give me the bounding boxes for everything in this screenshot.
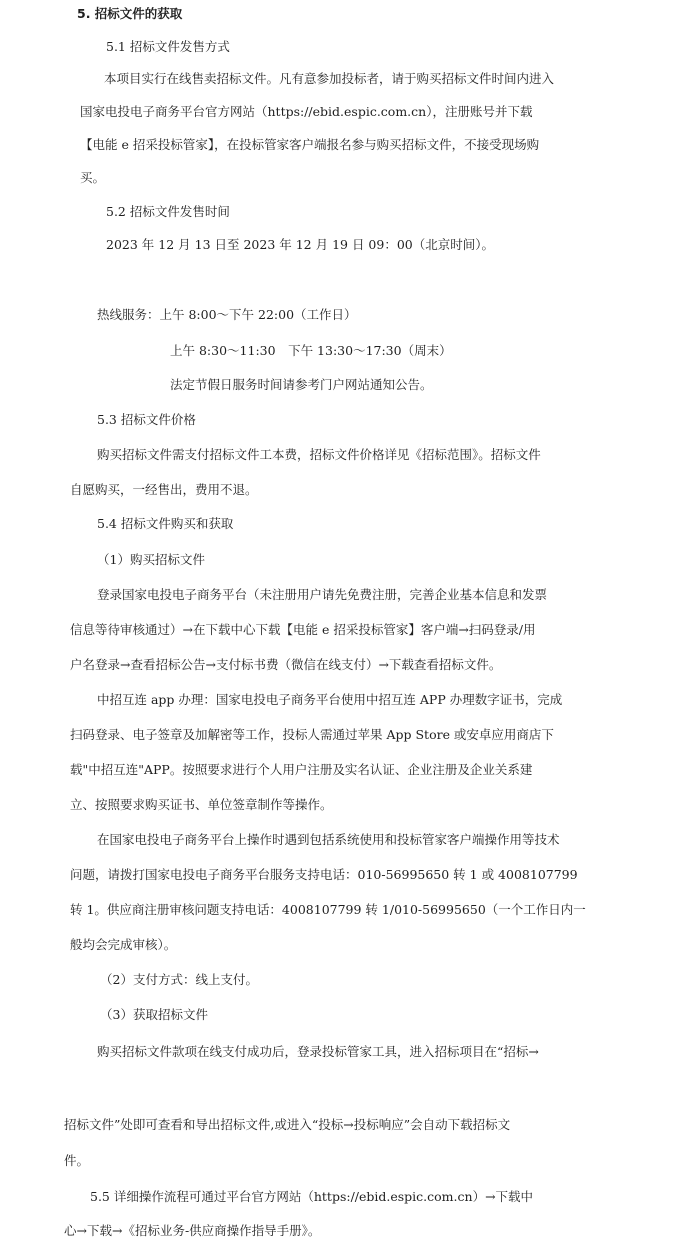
paragraph-line: 信息等待审核通过）→在下载中心下载【电能 e 招采投标管家】客户端→扫码登录/用 <box>70 622 536 637</box>
paragraph-line: 招标文件”处即可查看和导出招标文件,或进入“投标→投标响应”会自动下载招标文 <box>64 1117 511 1132</box>
paragraph-line: 买。 <box>80 170 106 185</box>
paragraph-line: 【电能 e 招采投标管家】，在投标管家客户端报名参与购买招标文件，不接受现场购 <box>80 137 540 152</box>
paragraph-line: 立、按照要求购买证书、单位签章制作等操作。 <box>70 797 333 812</box>
item-1-title: （1）购买招标文件 <box>97 552 205 567</box>
paragraph-line: 购买招标文件需支付招标文件工本费，招标文件价格详见《招标范围》。招标文件 <box>97 447 541 462</box>
paragraph-line: 国家电投电子商务平台官方网站（https://ebid.espic.com.cn），注册账号并下载 <box>80 104 533 119</box>
section-heading: 5. 招标文件的获取 <box>77 6 183 21</box>
subsection-5-1-title: 5.1 招标文件发售方式 <box>106 39 230 54</box>
subsection-5-5-line: 5.5 详细操作流程可通过平台官方网站（https://ebid.espic.com.cn）→下载中 <box>90 1189 534 1204</box>
paragraph-line: 自愿购买，一经售出，费用不退。 <box>70 482 258 497</box>
hotline-weekday: 热线服务：上午 8:00～下午 22:00（工作日） <box>97 307 357 322</box>
sale-time: 2023 年 12 月 13 日至 2023 年 12 月 19 日 09：00（北京时间）。 <box>106 237 494 252</box>
paragraph-line: 转 1。供应商注册审核问题支持电话：4008107799 转 1/010-56995650（一个工作日内一 <box>70 902 586 917</box>
paragraph-line: 扫码登录、电子签章及加解密等工作，投标人需通过苹果 App Store 或安卓应用商店下 <box>70 727 554 742</box>
item-3-title: （3）获取招标文件 <box>100 1007 208 1022</box>
paragraph-line: 载"中招互连"APP。按照要求进行个人用户注册及实名认证、企业注册及企业关系建 <box>70 762 533 777</box>
item-2-payment: （2）支付方式：线上支付。 <box>100 972 258 987</box>
subsection-5-4-title: 5.4 招标文件购买和获取 <box>97 516 234 531</box>
hotline-holiday: 法定节假日服务时间请参考门户网站通知公告。 <box>170 377 433 392</box>
subsection-5-5-line: 心→下载→《招标业务-供应商操作指导手册》。 <box>64 1223 321 1238</box>
paragraph-line: 登录国家电投电子商务平台（未注册用户请先免费注册，完善企业基本信息和发票 <box>97 587 548 602</box>
paragraph-line: 在国家电投电子商务平台上操作时遇到包括系统使用和投标管家客户端操作用等技术 <box>97 832 560 847</box>
subsection-5-3-title: 5.3 招标文件价格 <box>97 412 196 427</box>
paragraph-line: 件。 <box>64 1153 90 1168</box>
paragraph-line: 户名登录→查看招标公告→支付标书费（微信在线支付）→下载查看招标文件。 <box>70 657 502 672</box>
paragraph-line: 般均会完成审核）。 <box>70 937 177 952</box>
paragraph-line: 问题，请拨打国家电投电子商务平台服务支持电话：010-56995650 转 1 或 4008107799 <box>70 867 578 882</box>
subsection-5-2-title: 5.2 招标文件发售时间 <box>106 204 230 219</box>
paragraph-line: 购买招标文件款项在线支付成功后，登录投标管家工具，进入招标项目在“招标→ <box>97 1044 539 1059</box>
paragraph-line: 本项目实行在线售卖招标文件。凡有意参加投标者，请于购买招标文件时间内进入 <box>104 71 555 86</box>
paragraph-line: 中招互连 app 办理：国家电投电子商务平台使用中招互连 APP 办理数字证书，完成 <box>97 692 563 707</box>
hotline-weekend: 上午 8:30～11:30 下午 13:30～17:30（周末） <box>170 343 452 358</box>
